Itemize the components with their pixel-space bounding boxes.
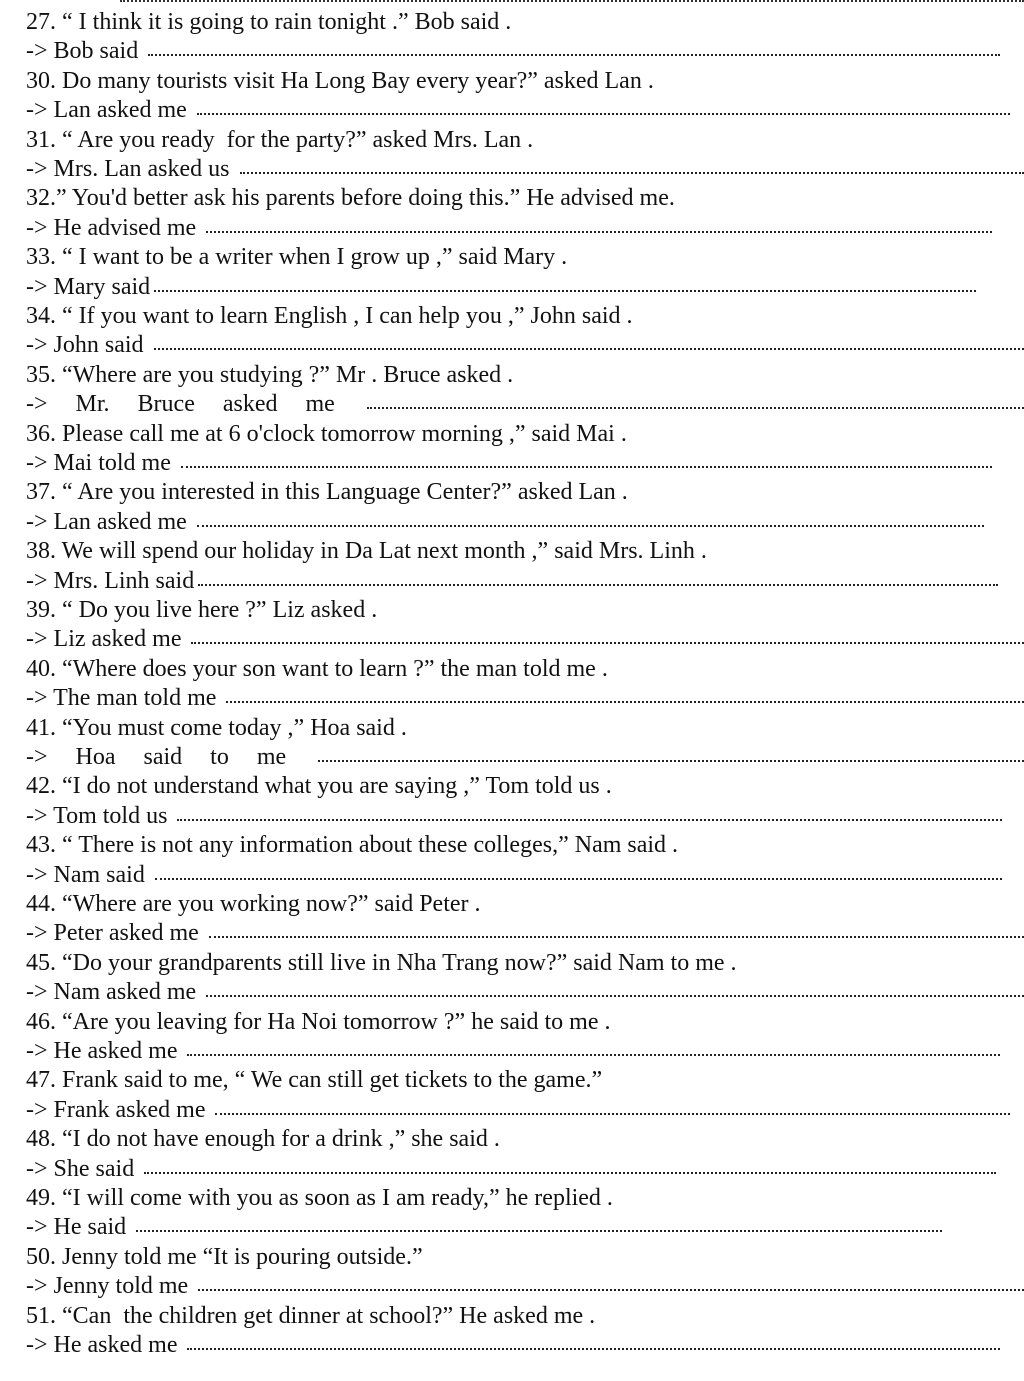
answer-prompt: -> Lan asked me — [26, 97, 193, 124]
question-text: 50. Jenny told me “It is pouring outside.” — [26, 1243, 423, 1270]
answer-line[interactable] — [26, 96, 1010, 125]
answer-line[interactable] — [26, 1213, 942, 1242]
exercise-question — [26, 361, 513, 390]
question-text: 40. “Where does your son want to learn ?” the man told me . — [26, 655, 608, 682]
exercise-question — [26, 243, 567, 272]
answer-line[interactable] — [26, 331, 1024, 360]
answer-prompt: -> Frank asked me — [26, 1096, 212, 1123]
question-text: 32.” You'd better ask his parents before doing this.” He advised me. — [26, 185, 675, 212]
answer-prompt: -> Liz asked me — [26, 626, 188, 653]
question-text: 31. “ Are you ready for the party?” asked Mrs. Lan . — [26, 126, 534, 153]
answer-line[interactable] — [26, 390, 1024, 419]
answer-line[interactable] — [26, 861, 1002, 890]
dotted-answer-blank[interactable] — [187, 1054, 1000, 1056]
answer-prompt: -> Nam asked me — [26, 979, 203, 1006]
answer-prompt: -> John said — [26, 332, 150, 359]
dotted-answer-blank[interactable] — [367, 407, 1024, 409]
question-text: 46. “Are you leaving for Ha Noi tomorrow ?” he said to me . — [26, 1008, 611, 1035]
dotted-answer-blank[interactable] — [154, 348, 1024, 350]
question-text: 41. “You must come today ,” Hoa said . — [26, 714, 407, 741]
answer-prompt: -> He said — [26, 1214, 133, 1241]
dotted-answer-blank[interactable] — [136, 1230, 942, 1232]
cropped-dotted-leader — [120, 0, 1024, 2]
answer-line[interactable] — [26, 449, 992, 478]
answer-prompt: -> Mai told me — [26, 450, 177, 476]
question-text: 44. “Where are you working now?” said Peter . — [26, 891, 481, 917]
dotted-answer-blank[interactable] — [187, 1348, 1000, 1350]
exercise-question — [26, 1243, 423, 1272]
dotted-answer-blank[interactable] — [209, 936, 1024, 938]
dotted-answer-blank[interactable] — [198, 584, 998, 586]
question-text: 36. Please call me at 6 o'clock tomorrow morning ,” said Mai . — [26, 420, 627, 447]
answer-line[interactable] — [26, 802, 1002, 831]
dotted-answer-blank[interactable] — [191, 642, 1024, 644]
answer-prompt: -> Peter asked me — [26, 920, 205, 947]
question-text: 51. “Can the children get dinner at school?” He asked me . — [26, 1302, 596, 1329]
exercise-question — [26, 8, 511, 37]
dotted-answer-blank[interactable] — [226, 701, 1024, 703]
answer-prompt: -> Nam said — [26, 861, 151, 888]
answer-line[interactable] — [26, 1037, 1000, 1066]
answer-prompt: -> Mrs. Lan asked us — [26, 156, 236, 182]
dotted-answer-blank[interactable] — [198, 1289, 1024, 1291]
exercise-question — [26, 67, 654, 96]
answer-prompt: -> Jenny told me — [26, 1273, 195, 1300]
question-text: 39. “ Do you live here ?” Liz asked . — [26, 597, 378, 623]
answer-prompt: -> Lan asked me — [26, 508, 193, 535]
dotted-answer-blank[interactable] — [197, 525, 984, 527]
answer-line[interactable] — [26, 919, 1024, 948]
exercise-question — [26, 890, 481, 919]
question-text: 45. “Do your grandparents still live in Nha Trang now?” said Nam to me . — [26, 949, 737, 976]
exercise-question — [26, 302, 633, 331]
answer-prompt: -> Mrs. Linh said — [26, 567, 195, 594]
dotted-answer-blank[interactable] — [206, 231, 992, 233]
answer-prompt: -> Tom told us — [26, 802, 174, 829]
answer-prompt: -> He asked me — [26, 1332, 184, 1358]
question-text: 27. “ I think it is going to rain tonight .” Bob said . — [26, 9, 512, 35]
exercise-question — [26, 949, 737, 978]
answer-line[interactable] — [26, 37, 1000, 66]
exercise-question — [26, 655, 608, 684]
answer-line[interactable] — [26, 743, 1024, 772]
dotted-answer-blank[interactable] — [215, 1113, 1010, 1115]
dotted-answer-blank[interactable] — [154, 290, 976, 292]
exercise-question — [26, 714, 407, 743]
dotted-answer-blank[interactable] — [155, 878, 1002, 880]
dotted-answer-blank[interactable] — [181, 466, 992, 468]
answer-prompt: -> Mr. Bruce asked me — [26, 391, 363, 418]
answer-prompt: -> The man told me — [26, 685, 223, 712]
dotted-answer-blank[interactable] — [240, 172, 1024, 174]
answer-line[interactable] — [26, 625, 1024, 654]
exercise-question — [26, 831, 678, 860]
exercise-question — [26, 1302, 595, 1331]
question-text: 34. “ If you want to learn English , I can help you ,” John said . — [26, 303, 633, 329]
dotted-answer-blank[interactable] — [206, 995, 1024, 997]
exercise-question — [26, 772, 612, 801]
exercise-question — [26, 1184, 613, 1213]
answer-prompt: -> He asked me — [26, 1038, 184, 1064]
answer-line[interactable] — [26, 508, 984, 537]
question-text: 37. “ Are you interested in this Language Center?” asked Lan . — [26, 479, 628, 506]
exercise-question — [26, 1066, 602, 1095]
dotted-answer-blank[interactable] — [148, 54, 1000, 56]
answer-prompt: -> She said — [26, 1155, 141, 1182]
question-text: 42. “I do not understand what you are saying ,” Tom told us . — [26, 773, 612, 800]
answer-line[interactable] — [26, 567, 998, 596]
answer-line[interactable] — [26, 1331, 1000, 1360]
answer-line[interactable] — [26, 1155, 996, 1184]
question-text: 30. Do many tourists visit Ha Long Bay every year?” asked Lan . — [26, 67, 654, 94]
question-text: 48. “I do not have enough for a drink ,” she said . — [26, 1126, 500, 1153]
cropped-previous-line — [0, 0, 1024, 4]
answer-line[interactable] — [26, 1272, 1024, 1301]
exercise-question — [26, 420, 627, 449]
dotted-answer-blank[interactable] — [177, 819, 1002, 821]
question-text: 33. “ I want to be a writer when I grow up ,” said Mary . — [26, 244, 568, 271]
exercise-question — [26, 537, 707, 566]
answer-line[interactable] — [26, 155, 1024, 184]
exercise-question — [26, 1008, 611, 1037]
answer-prompt: -> Bob said — [26, 38, 145, 65]
question-text: 38. We will spend our holiday in Da Lat next month ,” said Mrs. Linh . — [26, 538, 707, 565]
exercise-question — [26, 596, 377, 625]
exercise-question — [26, 184, 675, 213]
answer-prompt: -> Mary said — [26, 273, 151, 300]
exercise-question — [26, 126, 533, 155]
exercise-question — [26, 478, 628, 507]
question-text: 47. Frank said to me, “ We can still get tickets to the game.” — [26, 1067, 603, 1094]
answer-line[interactable] — [26, 273, 976, 302]
answer-line[interactable] — [26, 684, 1024, 713]
exercise-question — [26, 1125, 500, 1154]
question-text: 43. “ There is not any information about these colleges,” Nam said . — [26, 832, 679, 859]
dotted-answer-blank[interactable] — [197, 113, 1010, 115]
dotted-answer-blank[interactable] — [144, 1172, 996, 1174]
question-text: 49. “I will come with you as soon as I am ready,” he replied . — [26, 1185, 613, 1211]
answer-line[interactable] — [26, 214, 992, 243]
answer-prompt: -> Hoa said to me — [26, 744, 315, 770]
answer-prompt: -> He advised me — [26, 214, 203, 241]
dotted-answer-blank[interactable] — [318, 760, 1024, 762]
question-text: 35. “Where are you studying ?” Mr . Bruce asked . — [26, 361, 514, 388]
answer-line[interactable] — [26, 978, 1024, 1007]
answer-line[interactable] — [26, 1096, 1010, 1125]
